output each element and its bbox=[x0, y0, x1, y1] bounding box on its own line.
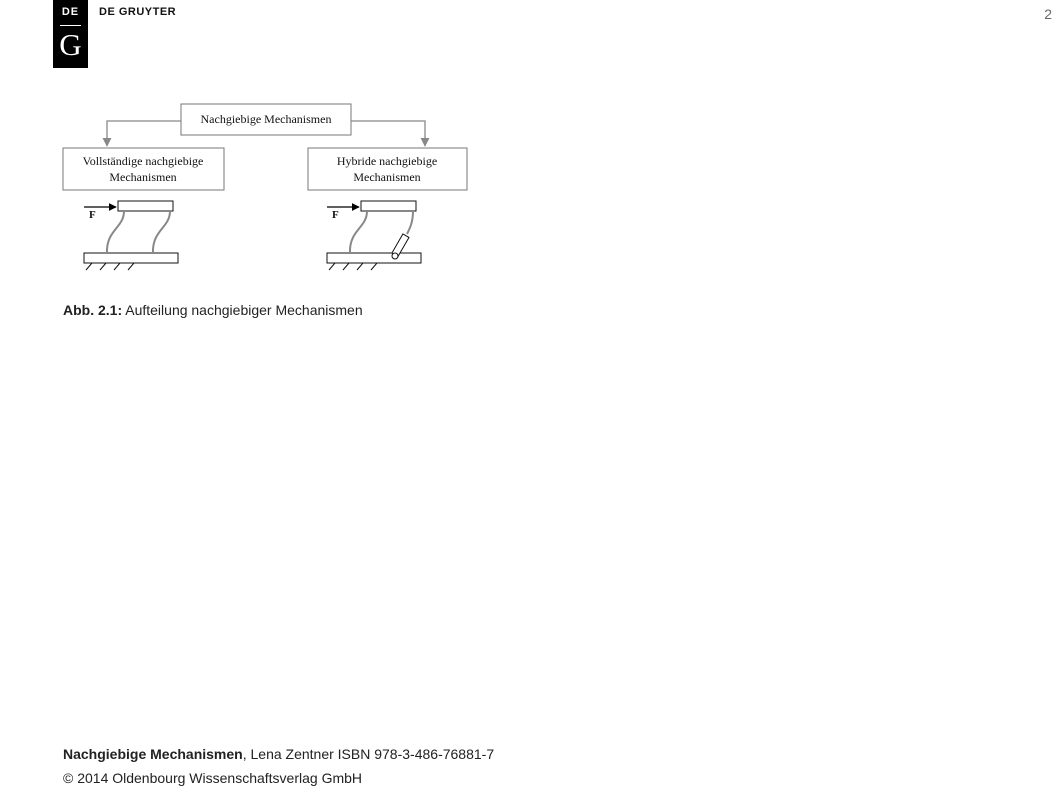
classification-figure bbox=[0, 0, 1058, 300]
force-label-right: F bbox=[332, 209, 339, 221]
hybrid-mechanism-sketch bbox=[327, 201, 421, 270]
figure-caption bbox=[63, 302, 363, 318]
logo-de-text: DE bbox=[61, 6, 80, 18]
copyright: © 2014 Oldenbourg Wissenschaftsverlag GmbH bbox=[63, 770, 363, 786]
book-title: Nachgiebige Mechanismen bbox=[63, 746, 243, 762]
force-label-left: F bbox=[89, 209, 96, 221]
footer-citation bbox=[63, 742, 494, 766]
right-category-label-line2: Mechanismen bbox=[353, 170, 421, 184]
caption-text: Aufteilung nachgiebiger Mechanismen bbox=[122, 302, 363, 318]
left-connector-arrow bbox=[107, 121, 181, 146]
author-isbn: , Lena Zentner ISBN 978-3-486-76881-7 bbox=[242, 746, 495, 762]
caption-label: Abb. 2.1: bbox=[63, 302, 123, 318]
logo-g-text: G bbox=[59, 27, 82, 62]
footer bbox=[63, 742, 494, 790]
right-connector-arrow bbox=[351, 121, 425, 146]
fully-compliant-mechanism-sketch bbox=[84, 201, 178, 270]
left-category-label-line2: Mechanismen bbox=[109, 170, 177, 184]
right-category-label-line1: Hybride nachgiebige bbox=[336, 154, 438, 168]
top-category-label: Nachgiebige Mechanismen bbox=[200, 112, 332, 126]
left-category-label-line1: Vollständige nachgiebige bbox=[82, 154, 204, 168]
publisher-name: DE GRUYTER bbox=[99, 6, 177, 18]
page-number: 2 bbox=[1044, 6, 1052, 22]
